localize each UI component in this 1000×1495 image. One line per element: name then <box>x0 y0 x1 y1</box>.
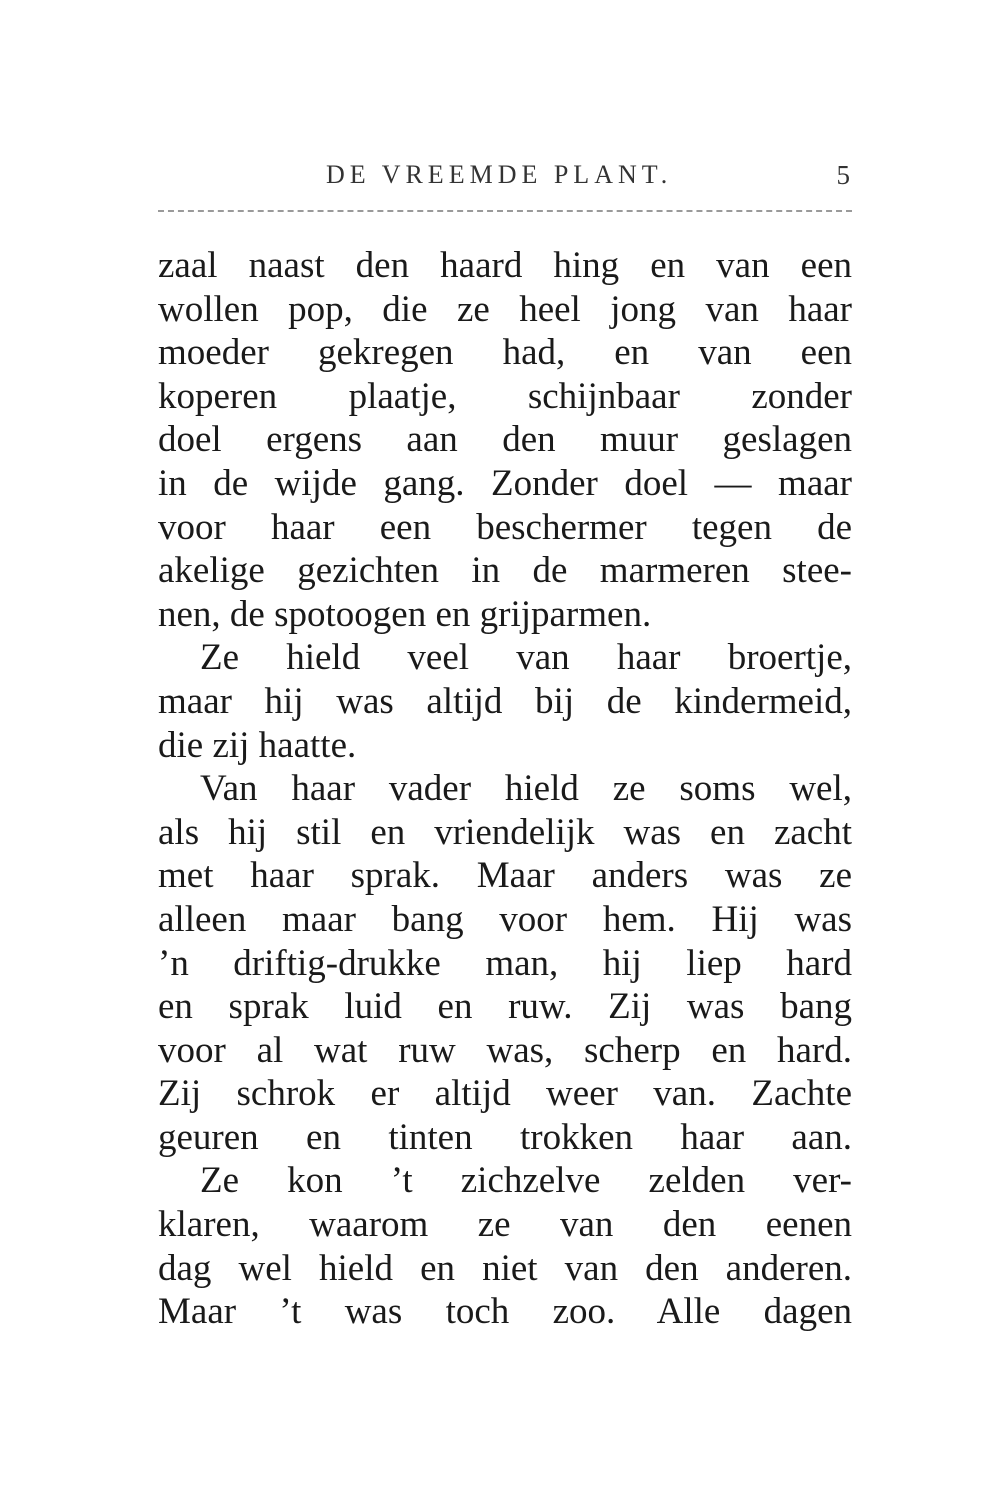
text-line: akelige gezichten in de marmeren stee- <box>158 550 852 592</box>
text-line: koperen plaatje, schijnbaar zonder <box>158 375 852 417</box>
text-line: nen, de spotoogen en grijparmen. <box>158 593 652 635</box>
text-line: voor haar een beschermer tegen de <box>158 506 852 548</box>
text-line: geuren en tinten trokken haar aan. <box>158 1116 852 1158</box>
text-line: ’n driftig-drukke man, hij liep hard <box>158 942 852 984</box>
text-line: in de wijde gang. Zonder doel — maar <box>158 462 852 504</box>
text-line: met haar sprak. Maar anders was ze <box>158 855 852 897</box>
text-line: klaren, waarom ze van den eenen <box>158 1204 852 1246</box>
page-number: 5 <box>836 160 850 190</box>
text-line: doel ergens aan den muur geslagen <box>158 419 852 461</box>
text-line: Zij schrok er altijd weer van. Zachte <box>158 1073 852 1115</box>
text-line: voor al wat ruw was, scherp en hard. <box>158 1029 852 1071</box>
text-line: Ze hield veel van haar broertje, <box>200 637 852 679</box>
text-line: wollen pop, die ze heel jong van haar <box>158 288 852 330</box>
text-line: die zij haatte. <box>158 724 357 766</box>
header-rule <box>158 210 852 212</box>
text-line: als hij stil en vriendelijk was en zacht <box>158 811 852 853</box>
text-line: maar hij was altijd bij de kindermeid, <box>158 680 852 722</box>
text-line: Ze kon ’t zichzelve zelden ver- <box>200 1160 852 1202</box>
running-title: DE VREEMDE PLANT. <box>326 160 673 189</box>
text-line: Van haar vader hield ze soms wel, <box>200 768 852 810</box>
running-head <box>158 160 850 200</box>
body-text <box>158 244 852 1334</box>
text-line: en sprak luid en ruw. Zij was bang <box>158 986 852 1028</box>
text-line: zaal naast den haard hing en van een <box>158 245 852 286</box>
text-line: Maar ’t was toch zoo. Alle dagen <box>158 1291 852 1333</box>
text-line: moeder gekregen had, en van een <box>158 332 852 374</box>
text-line: dag wel hield en niet van den anderen. <box>158 1247 852 1289</box>
text-line: alleen maar bang voor hem. Hij was <box>158 898 852 940</box>
